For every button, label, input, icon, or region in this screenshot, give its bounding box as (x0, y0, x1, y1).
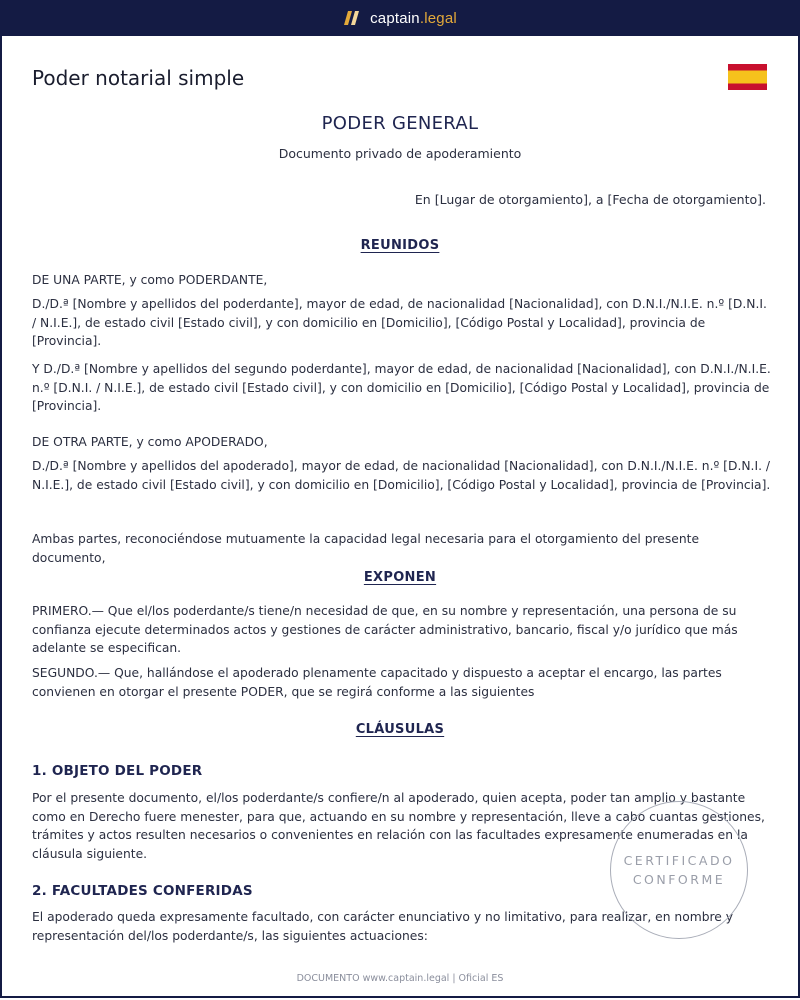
main-heading: PODER GENERAL (321, 113, 479, 134)
poderdante-1-paragraph: D./D.ª [Nombre y apellidos del poderdante], mayor de edad, de nacionalidad [Nacionalidad], con D.N.I./N.I.E. n.º [D.N.I. / N.I.E.], de estado civil [Estado civil], y con domicilio en [Domicilio], [Código Postal y Localidad], provincia de [Provincia]. (32, 297, 767, 348)
top-brand-bar (0, 0, 800, 36)
document-title: Poder notarial simple (32, 66, 245, 90)
brand-logo[interactable] (343, 10, 457, 27)
page-footer: DOCUMENTO www.captain.legal | Oficial ES (296, 973, 504, 984)
clause-1-paragraph: Por el presente documento, el/los poderdante/s confiere/n al apoderado, quien acepta, poder tan amplio y bastante como en Derecho fuere menester, para que, actuando en su nombre y representación, lleve a cabo cuantas gestiones, trámites y actos resulten necesarios o convenientes en relación con las facultades expresamente enumeradas en la cláusula siguiente. (32, 791, 765, 861)
segundo-paragraph: SEGUNDO.— Que, hallándose el apoderado plenamente capacitado y dispuesto a aceptar el encargo, las partes convienen en otorgar el presente PODER, que se regirá conforme a las siguientes (32, 666, 722, 699)
clause-2-paragraph: El apoderado queda expresamente facultado, con carácter enunciativo y no limitativo, para realizar, en nombre y representación del/los poderdante/s, las siguientes actuaciones: (32, 910, 734, 943)
apoderado-paragraph: D./D.ª [Nombre y apellidos del apoderado], mayor de edad, de nacionalidad [Nacionalidad], con D.N.I./N.I.E. n.º [D.N.I. / N.I.E.], de estado civil [Estado civil], y con domicilio en [Domicilio], [Código Postal y Localidad], provincia de [Provincia]. (32, 459, 771, 492)
capacidad-paragraph: Ambas partes, reconociéndose mutuamente la capacidad legal necesaria para el otorgamiento del presente documento, (32, 532, 700, 565)
clause-1-title: 1. OBJETO DEL PODER (32, 763, 203, 779)
part-two-label: DE OTRA PARTE, y como APODERADO, (32, 435, 268, 449)
stamp-line-1: CERTIFICADO (623, 853, 735, 868)
subheading: Documento privado de apoderamiento (278, 146, 522, 161)
primero-paragraph: PRIMERO.— Que el/los poderdante/s tiene/n necesidad de que, en su nombre y representación, una persona de su confianza ejecute determinados actos y gestiones de carácter administrativo, bancario, fiscal y/o jurídico que más adelante se especifican. (32, 604, 738, 655)
place-date-line: En [Lugar de otorgamiento], a [Fecha de otorgamiento]. (414, 192, 766, 207)
double-slash-logo-icon (343, 10, 361, 26)
brand-name-tld: .legal (419, 9, 457, 27)
part-one-label: DE UNA PARTE, y como PODERDANTE, (32, 273, 268, 287)
stamp-line-2: CONFORME (632, 872, 726, 887)
poderdante-2-paragraph: Y D./D.ª [Nombre y apellidos del segundo poderdante], mayor de edad, de nacionalidad [Nacionalidad], con D.N.I./N.I.E. n.º [D.N.I. / N.I.E.], de estado civil [Estado civil], y con domicilio en [Domicilio], [Código Postal y Localidad], provincia de [Provincia]. (32, 362, 771, 413)
brand-name-main: captain (370, 9, 420, 27)
section-title-reunidos: REUNIDOS (360, 238, 440, 253)
section-title-exponen: EXPONEN (363, 570, 437, 585)
section-title-clausulas: CLÁUSULAS (355, 722, 445, 737)
brand-name (370, 10, 457, 27)
clause-2-title: 2. FACULTADES CONFERIDAS (32, 883, 253, 899)
certified-stamp (610, 801, 748, 939)
spain-flag-icon (728, 64, 767, 90)
